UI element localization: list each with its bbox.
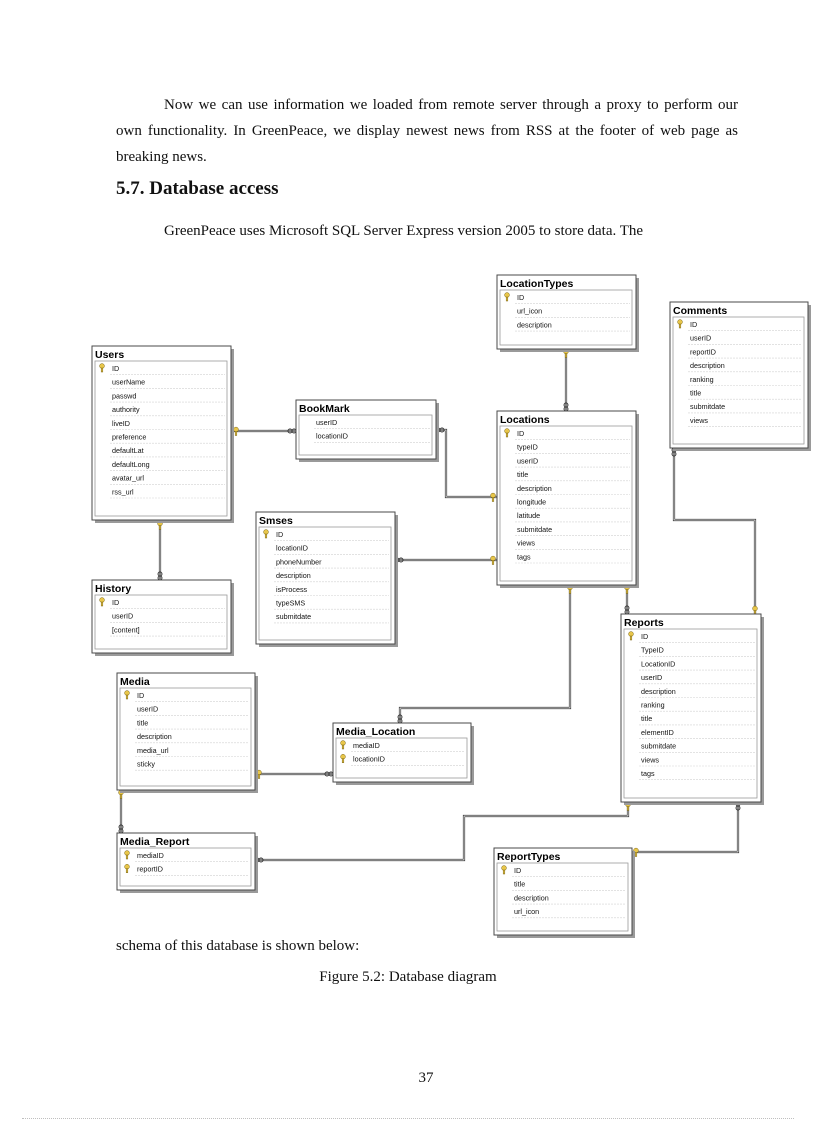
column-name: submitdate: [690, 402, 726, 412]
column-name: url_icon: [517, 306, 543, 316]
table-title: Media_Location: [336, 726, 416, 738]
relationship-line: [436, 430, 497, 497]
relationship-line: [632, 802, 738, 852]
column-name: submitdate: [641, 741, 677, 751]
table-title: Comments: [673, 305, 728, 317]
column-name: [content]: [112, 625, 140, 635]
column-name: typeID: [517, 442, 538, 452]
key-end-icon: [491, 493, 496, 501]
column-name: description: [276, 571, 311, 581]
table-title: BookMark: [299, 403, 350, 415]
column-name: description: [517, 483, 552, 493]
relationship-reports-comments: [672, 448, 757, 615]
column-name: description: [690, 361, 725, 371]
column-name: description: [517, 320, 552, 330]
key-end-icon: [234, 427, 239, 435]
column-name: ID: [641, 632, 649, 641]
column-name: authority: [112, 405, 140, 415]
column-name: locationID: [353, 754, 385, 764]
table-title: ReportTypes: [497, 851, 561, 863]
column-name: defaultLat: [112, 446, 144, 456]
column-name: submitdate: [276, 612, 312, 622]
column-name: preference: [112, 432, 147, 442]
column-name: rss_url: [112, 487, 134, 497]
page-number: 37: [418, 1070, 434, 1086]
column-name: ranking: [641, 700, 665, 710]
column-name: userName: [112, 377, 146, 387]
column-name: mediaID: [137, 851, 164, 860]
table-media-location[interactable]: [333, 723, 474, 785]
column-name: phoneNumber: [276, 557, 322, 567]
column-name: description: [641, 686, 676, 696]
column-name: liveID: [112, 418, 130, 428]
column-name: reportID: [690, 347, 716, 357]
relationship-line-highlight: [632, 802, 738, 852]
column-name: title: [517, 470, 529, 480]
table-history[interactable]: [92, 580, 234, 656]
column-name: locationID: [276, 543, 308, 553]
column-name: ID: [514, 866, 522, 875]
column-name: tags: [517, 552, 531, 562]
section-heading: 5.7. Database access: [116, 178, 279, 199]
column-name: views: [690, 415, 708, 425]
column-name: tags: [641, 769, 655, 778]
db-paragraph-text: GreenPeace uses Microsoft SQL Server Express version 2005 to store data. The: [164, 223, 644, 239]
table-title: Media: [120, 676, 150, 688]
column-name: mediaID: [353, 741, 380, 750]
column-name: elementID: [641, 727, 674, 737]
column-name: isProcess: [276, 584, 308, 594]
table-locations[interactable]: [497, 411, 639, 588]
relationship-locations-media-location: [398, 585, 572, 723]
column-name: locationID: [316, 431, 348, 441]
table-title: LocationTypes: [500, 278, 574, 290]
column-name: ID: [517, 429, 525, 438]
relationship-line: [674, 448, 755, 614]
relationship-locations-smses: [395, 556, 497, 564]
column-name: userID: [112, 611, 134, 621]
column-name: ID: [112, 598, 120, 607]
column-name: media_url: [137, 745, 169, 755]
column-name: title: [137, 718, 149, 728]
column-name: LocationID: [641, 659, 676, 669]
column-name: userID: [517, 456, 539, 466]
key-end-icon: [491, 556, 496, 564]
table-title: Reports: [624, 617, 664, 629]
column-name: userID: [137, 704, 159, 714]
column-name: title: [690, 388, 702, 398]
key-end-icon: [753, 606, 758, 614]
column-name: defaultLong: [112, 459, 150, 469]
column-name: longitude: [517, 497, 547, 507]
column-name: typeSMS: [276, 598, 306, 608]
column-name: views: [641, 755, 659, 765]
relationship-media-media-location: [255, 770, 333, 778]
table-title: History: [95, 583, 132, 595]
column-name: userID: [641, 673, 663, 683]
column-name: description: [137, 732, 172, 742]
relationship-locationtypes-locations: [564, 349, 569, 411]
column-name: ID: [517, 293, 525, 302]
schema-sentence: schema of this database is shown below:: [116, 938, 360, 954]
column-name: ranking: [690, 374, 714, 384]
column-name: ID: [112, 364, 120, 373]
relationship-users-bookmark: [232, 427, 296, 435]
column-name: views: [517, 538, 535, 548]
table-comments[interactable]: [670, 302, 811, 451]
column-name: ID: [690, 320, 698, 329]
column-name: url_icon: [514, 907, 540, 917]
table-locationtypes[interactable]: [497, 275, 639, 352]
intro-paragraph-text: Now we can use information we loaded from remote server through a proxy to perform our own functionality. In GreenPeace, we display newest news from RSS at the footer of web page as breaking news.: [116, 97, 738, 165]
table-users[interactable]: [92, 346, 234, 523]
column-name: userID: [316, 418, 338, 427]
relationship-locations-reports: [625, 585, 630, 614]
relationship-line-highlight: [674, 448, 755, 614]
column-name: ID: [276, 530, 284, 539]
column-name: submitdate: [517, 524, 553, 534]
table-smses[interactable]: [256, 512, 398, 647]
table-reports[interactable]: [621, 614, 764, 805]
table-media-report[interactable]: [117, 833, 258, 893]
column-name: ID: [137, 691, 145, 700]
column-name: description: [514, 893, 549, 903]
relationship-reporttypes-reports: [632, 802, 740, 857]
table-reporttypes[interactable]: [494, 848, 635, 938]
column-name: reportID: [137, 864, 163, 874]
column-name: title: [641, 714, 653, 724]
column-name: avatar_url: [112, 473, 144, 483]
relationship-media-media-report: [119, 790, 124, 833]
table-media[interactable]: [117, 673, 258, 793]
column-name: passwd: [112, 391, 137, 401]
column-name: TypeID: [641, 645, 664, 655]
table-title: Media_Report: [120, 836, 190, 848]
relationship-line: [400, 585, 570, 723]
table-bookmark[interactable]: [296, 400, 439, 462]
relationship-locations-bookmark: [436, 428, 497, 502]
column-name: title: [514, 879, 526, 889]
table-title: Users: [95, 349, 125, 361]
relationship-users-history: [158, 521, 163, 580]
column-name: userID: [690, 333, 712, 343]
table-title: Smses: [259, 515, 293, 527]
figure-caption: Figure 5.2: Database diagram: [319, 969, 497, 985]
table-title: Locations: [500, 414, 550, 426]
column-name: sticky: [137, 759, 155, 769]
column-name: latitude: [517, 511, 541, 521]
footer-divider: [22, 1118, 794, 1119]
relationship-line-highlight: [400, 585, 570, 723]
